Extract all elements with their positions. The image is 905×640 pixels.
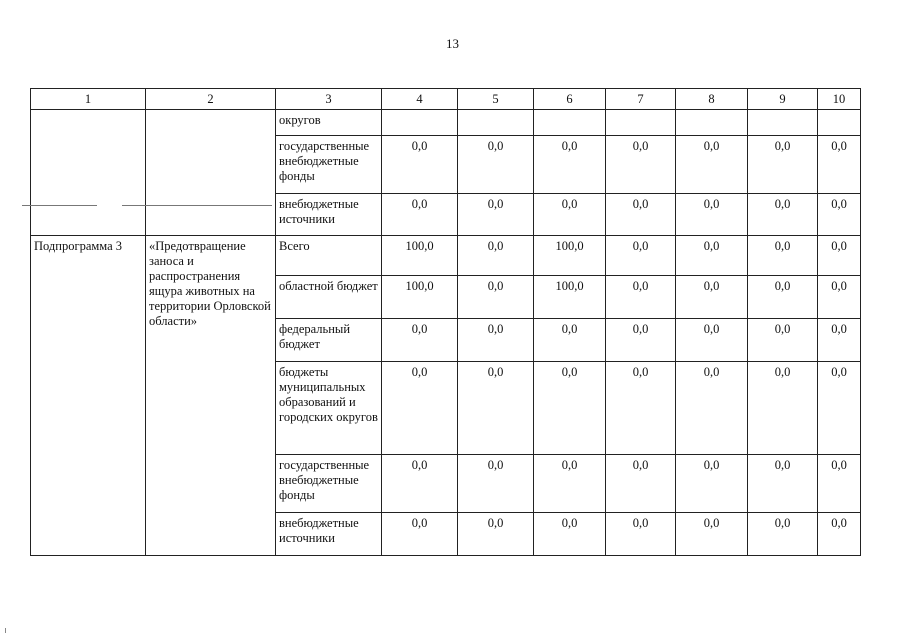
funding-source: государственные внебюджетные фонды (276, 455, 382, 513)
value-cell: 0,0 (534, 513, 606, 556)
value-cell: 0,0 (748, 455, 818, 513)
value-cell (458, 110, 534, 136)
value-cell: 0,0 (606, 136, 676, 194)
funding-source: бюджеты муниципальных образований и городских округов (276, 362, 382, 455)
column-header: 5 (458, 89, 534, 110)
funding-source: федеральный бюджет (276, 319, 382, 362)
scan-artifact-line (22, 205, 97, 206)
value-cell (748, 110, 818, 136)
value-cell: 0,0 (606, 319, 676, 362)
value-cell: 100,0 (382, 236, 458, 276)
funding-source: округов (276, 110, 382, 136)
value-cell: 0,0 (606, 194, 676, 236)
column-header: 3 (276, 89, 382, 110)
value-cell: 0,0 (818, 136, 861, 194)
value-cell: 0,0 (818, 513, 861, 556)
funding-source: внебюджетные источники (276, 194, 382, 236)
value-cell: 0,0 (606, 236, 676, 276)
empty-cell (146, 110, 276, 236)
value-cell (818, 110, 861, 136)
value-cell: 0,0 (818, 319, 861, 362)
value-cell: 0,0 (458, 362, 534, 455)
subprogram-name: «Предотвращение заноса и распространения ящура животных на территории Орловской области» (146, 236, 276, 556)
funding-source: Всего (276, 236, 382, 276)
empty-cell (31, 110, 146, 236)
column-header: 1 (31, 89, 146, 110)
value-cell: 0,0 (676, 136, 748, 194)
value-cell: 0,0 (676, 236, 748, 276)
column-header: 10 (818, 89, 861, 110)
value-cell: 0,0 (534, 194, 606, 236)
value-cell: 0,0 (458, 319, 534, 362)
value-cell: 0,0 (606, 513, 676, 556)
value-cell: 0,0 (458, 513, 534, 556)
value-cell: 0,0 (458, 194, 534, 236)
value-cell: 0,0 (534, 319, 606, 362)
header-row (31, 89, 861, 110)
column-header: 8 (676, 89, 748, 110)
value-cell: 0,0 (606, 455, 676, 513)
column-header: 4 (382, 89, 458, 110)
value-cell: 0,0 (748, 194, 818, 236)
value-cell (534, 110, 606, 136)
value-cell: 0,0 (676, 276, 748, 319)
value-cell (676, 110, 748, 136)
table-row (31, 236, 861, 276)
value-cell (606, 110, 676, 136)
value-cell: 0,0 (748, 362, 818, 455)
value-cell: 0,0 (458, 136, 534, 194)
value-cell: 100,0 (382, 276, 458, 319)
column-header: 6 (534, 89, 606, 110)
value-cell: 0,0 (676, 319, 748, 362)
budget-table (30, 88, 861, 556)
subprogram-label: Подпрограмма 3 (31, 236, 146, 556)
value-cell: 100,0 (534, 276, 606, 319)
value-cell: 0,0 (382, 194, 458, 236)
column-header: 2 (146, 89, 276, 110)
column-header: 7 (606, 89, 676, 110)
value-cell: 0,0 (676, 194, 748, 236)
value-cell: 0,0 (458, 236, 534, 276)
value-cell (382, 110, 458, 136)
value-cell: 0,0 (818, 236, 861, 276)
value-cell: 0,0 (458, 455, 534, 513)
table-row (31, 110, 861, 136)
value-cell: 0,0 (748, 513, 818, 556)
column-header: 9 (748, 89, 818, 110)
scan-artifact-mark (5, 628, 6, 633)
value-cell: 0,0 (534, 362, 606, 455)
value-cell: 100,0 (534, 236, 606, 276)
value-cell: 0,0 (748, 319, 818, 362)
value-cell: 0,0 (676, 513, 748, 556)
scan-artifact-line (122, 205, 272, 206)
funding-source: внебюджетные источники (276, 513, 382, 556)
value-cell: 0,0 (606, 362, 676, 455)
value-cell: 0,0 (382, 455, 458, 513)
value-cell: 0,0 (534, 455, 606, 513)
value-cell: 0,0 (606, 276, 676, 319)
page-number: 13 (446, 36, 459, 51)
value-cell: 0,0 (382, 319, 458, 362)
value-cell: 0,0 (818, 362, 861, 455)
value-cell: 0,0 (382, 136, 458, 194)
value-cell: 0,0 (382, 362, 458, 455)
value-cell: 0,0 (818, 455, 861, 513)
value-cell: 0,0 (676, 362, 748, 455)
value-cell: 0,0 (382, 513, 458, 556)
value-cell: 0,0 (458, 276, 534, 319)
value-cell: 0,0 (818, 276, 861, 319)
value-cell: 0,0 (818, 194, 861, 236)
value-cell: 0,0 (534, 136, 606, 194)
funding-source: государственные внебюджетные фонды (276, 136, 382, 194)
value-cell: 0,0 (676, 455, 748, 513)
funding-source: областной бюджет (276, 276, 382, 319)
value-cell: 0,0 (748, 276, 818, 319)
value-cell: 0,0 (748, 236, 818, 276)
value-cell: 0,0 (748, 136, 818, 194)
